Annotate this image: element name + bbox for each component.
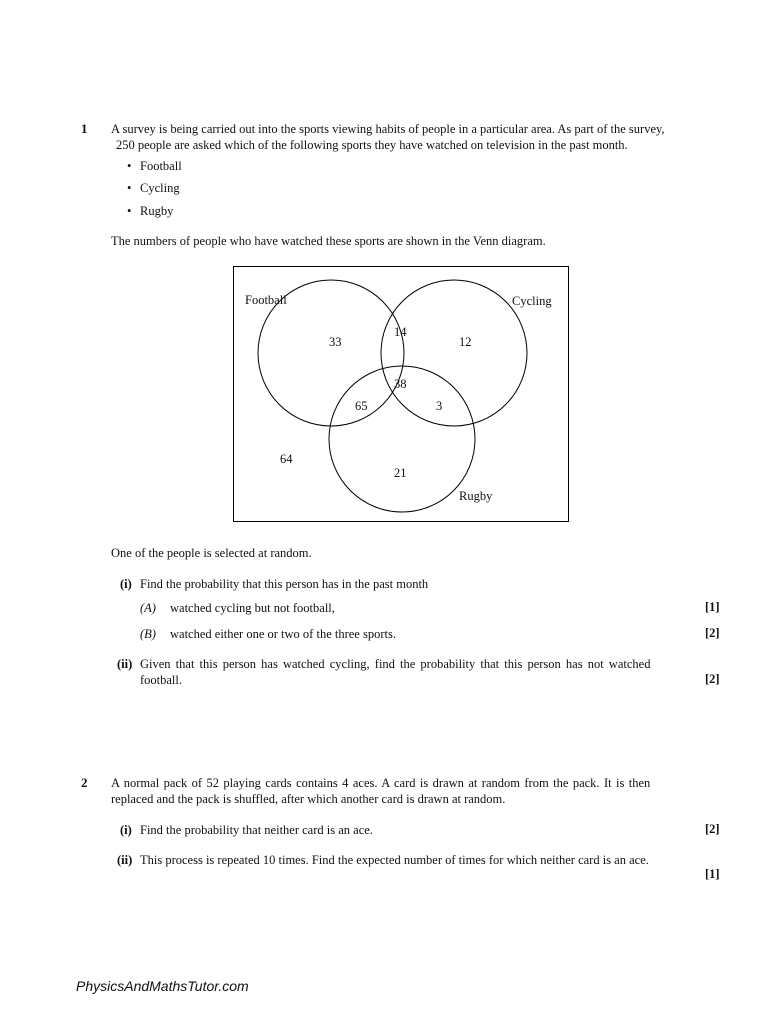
q1-part-i-b-label: (B) — [140, 627, 156, 641]
football-label: Football — [245, 293, 287, 307]
q2-part-i-text: Find the probability that neither card is an ace. — [140, 823, 373, 837]
q1-part-i-b-marks: [2] — [705, 626, 720, 640]
q1-part-i-text: Find the probability that this person has in the past month — [140, 577, 429, 591]
q1-part-i-label: (i) — [120, 577, 132, 591]
sport-list-item: • Football — [140, 158, 182, 174]
footer-site-name: PhysicsAndMathsTutor.com — [76, 978, 249, 994]
cycling-circle — [381, 280, 527, 426]
region-football-only: 33 — [329, 335, 342, 349]
sport-list-item: • Cycling — [140, 180, 180, 196]
q2-part-i-marks: [2] — [705, 822, 720, 836]
q2-part-i-label: (i) — [120, 823, 132, 837]
region-all-three: 38 — [394, 377, 407, 391]
q1-part-i-a-label: (A) — [140, 601, 156, 615]
question-1-number: 1 — [81, 121, 88, 136]
q2-intro-line1: A normal pack of 52 playing cards contains 4 aces. A card is drawn at random from the pack. It is then — [111, 776, 651, 790]
region-rugby-only: 21 — [394, 466, 407, 480]
q1-part-i-b-text: watched either one or two of the three sports. — [170, 627, 396, 641]
q2-intro-line2: replaced and the pack is shuffled, after which another card is drawn at random. — [111, 792, 506, 806]
q2-part-ii-text: This process is repeated 10 times. Find the expected number of times for which neither card is an ace. — [140, 853, 649, 867]
region-none: 64 — [280, 452, 293, 466]
q1-part-ii-line2: football. — [140, 673, 183, 687]
venn-svg — [234, 267, 570, 523]
q2-part-ii-label: (ii) — [117, 853, 133, 867]
q1-part-ii-line1: Given that this person has watched cycling, find the probability that this person has not watched — [140, 657, 651, 671]
region-cycling-only: 12 — [459, 335, 472, 349]
region-cycling-rugby: 3 — [436, 399, 443, 413]
selected-text: One of the people is selected at random. — [111, 546, 312, 560]
q1-part-i-a-text: watched cycling but not football, — [170, 601, 335, 615]
cycling-label: Cycling — [512, 294, 552, 308]
region-football-cycling: 14 — [394, 325, 407, 339]
rugby-label: Rugby — [459, 489, 493, 503]
q1-intro-line2: 250 people are asked which of the following sports they have watched on television in the past month. — [116, 138, 628, 152]
region-football-rugby: 65 — [355, 399, 368, 413]
venn-diagram — [233, 266, 569, 522]
sport-list-item: • Rugby — [140, 203, 173, 219]
q2-part-ii-marks: [1] — [705, 867, 720, 881]
q1-part-i-a-marks: [1] — [705, 600, 720, 614]
venn-caption: The numbers of people who have watched these sports are shown in the Venn diagram. — [111, 234, 546, 248]
q1-intro-line1: A survey is being carried out into the sports viewing habits of people in a particular area. As part of the survey, — [111, 122, 665, 136]
q1-part-ii-marks: [2] — [705, 672, 720, 686]
question-2-number: 2 — [81, 775, 88, 790]
q1-part-ii-label: (ii) — [117, 657, 133, 671]
